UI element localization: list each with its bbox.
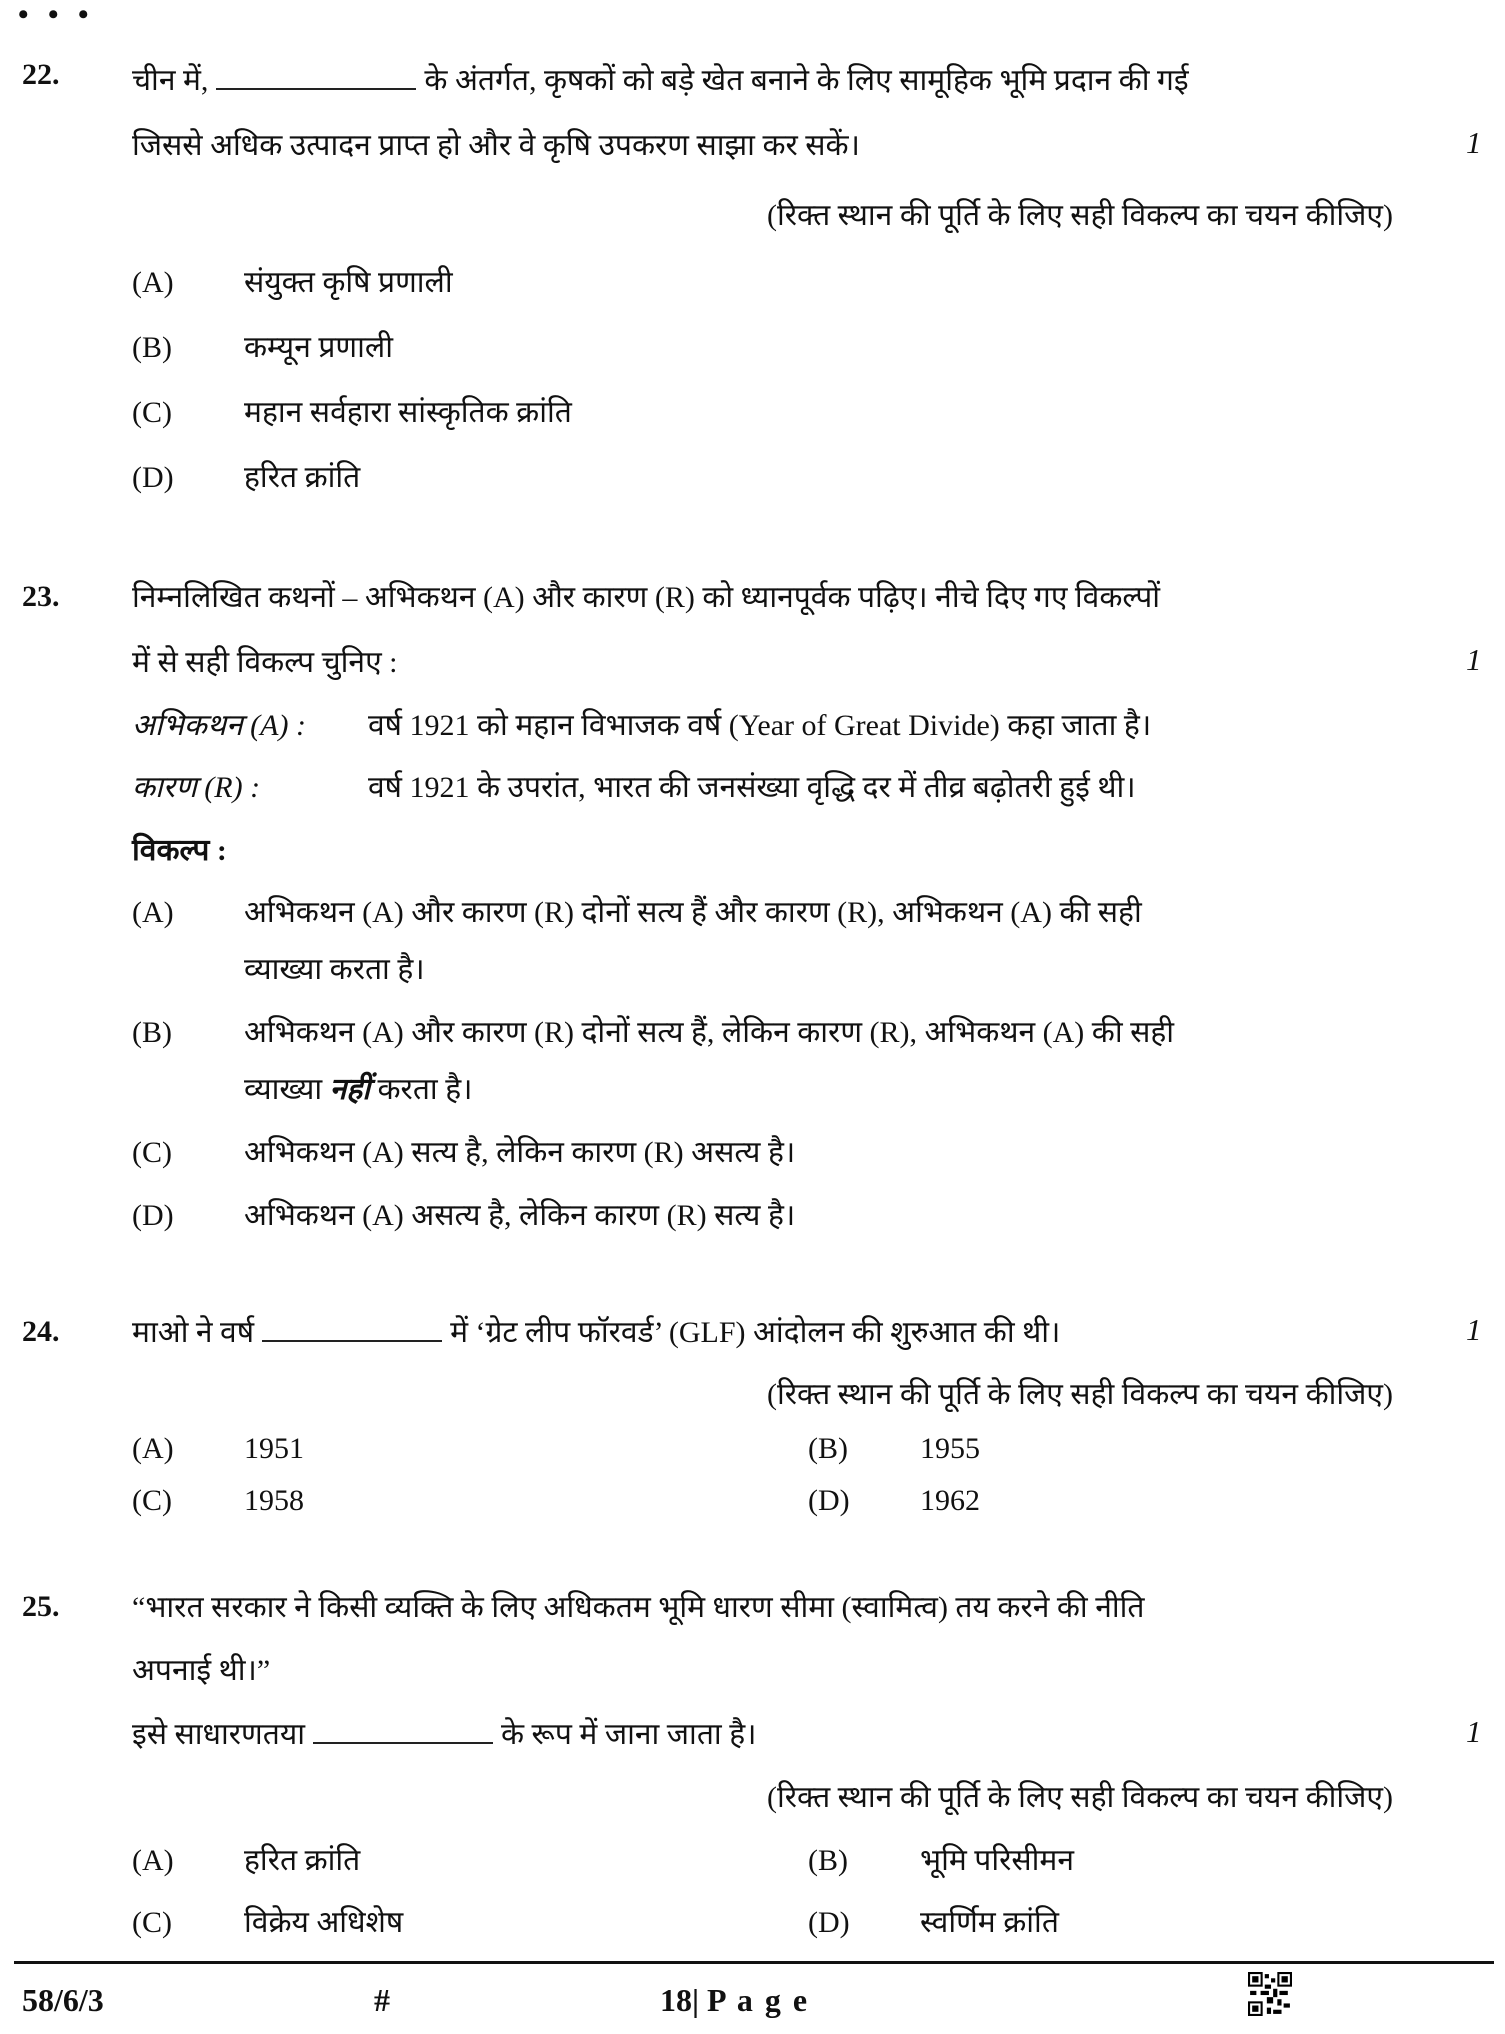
instruction-hint: (रिक्त स्थान की पूर्ति के लिए सही विकल्प का चयन कीजिए): [766, 1378, 1393, 1411]
question-text-line2: अपनाई थी।”: [132, 1654, 271, 1687]
option-a[interactable]: (A) हरित क्रांति: [132, 1844, 361, 1877]
marks: 1: [1466, 125, 1482, 160]
fill-blank: [262, 1316, 442, 1342]
reason: कारण (R) : वर्ष 1921 के उपरांत, भारत की जनसंख्या वृद्धि दर में तीव्र बढ़ोतरी हुई थी।: [132, 771, 1136, 804]
option-c[interactable]: (C) अभिकथन (A) सत्य है, लेकिन कारण (R) असत्य है।: [132, 1136, 796, 1169]
question-text-line3: इसे साधारणतया के रूप में जाना जाता है।: [132, 1718, 757, 1751]
question-number: 24.: [22, 1315, 60, 1348]
option-d[interactable]: (D) 1962: [808, 1484, 980, 1517]
question-number: 25.: [22, 1590, 60, 1623]
question-number: 23.: [22, 580, 60, 613]
marks: 1: [1466, 1312, 1482, 1347]
fill-blank: [313, 1718, 493, 1744]
option-a[interactable]: (A) अभिकथन (A) और कारण (R) दोनों सत्य हैं और कारण (R), अभिकथन (A) की सही व्याख्या करता है।: [132, 896, 1142, 986]
option-a[interactable]: (A) संयुक्त कृषि प्रणाली: [132, 266, 453, 299]
option-d[interactable]: (D) हरित क्रांति: [132, 461, 361, 494]
marks: 1: [1466, 1714, 1482, 1749]
fill-blank: [216, 64, 416, 90]
options-heading: विकल्प :: [132, 834, 227, 867]
instruction-hint: (रिक्त स्थान की पूर्ति के लिए सही विकल्प का चयन कीजिए): [766, 1781, 1393, 1814]
marks: 1: [1466, 642, 1482, 677]
paper-code: 58/6/3: [22, 1982, 104, 2018]
top-marker: • • •: [18, 0, 95, 31]
option-c[interactable]: (C) विक्रेय अधिशेष: [132, 1906, 404, 1939]
option-c[interactable]: (C) 1958: [132, 1484, 304, 1517]
option-d[interactable]: (D) अभिकथन (A) असत्य है, लेकिन कारण (R) सत्य है।: [132, 1199, 796, 1232]
question-text-line1: निम्नलिखित कथनों – अभिकथन (A) और कारण (R) को ध्यानपूर्वक पढ़िए। नीचे दिए गए विकल्पों: [132, 581, 1161, 614]
question-text-line1: माओ ने वर्ष में ‘ग्रेट लीप फॉरवर्ड’ (GLF) आंदोलन की शुरुआत की थी।: [132, 1316, 1061, 1349]
qr-code-icon: [1248, 1972, 1292, 2016]
instruction-hint: (रिक्त स्थान की पूर्ति के लिए सही विकल्प का चयन कीजिए): [766, 199, 1393, 232]
option-d[interactable]: (D) स्वर्णिम क्रांति: [808, 1906, 1059, 1939]
question-text-line1: “भारत सरकार ने किसी व्यक्ति के लिए अधिकतम भूमि धारण सीमा (स्वामित्व) तय करने की नीति: [132, 1591, 1145, 1624]
footer-divider: [14, 1961, 1494, 1964]
question-text-line2: में से सही विकल्प चुनिए :: [132, 646, 398, 679]
option-b[interactable]: (B) 1955: [808, 1432, 980, 1465]
option-b[interactable]: (B) अभिकथन (A) और कारण (R) दोनों सत्य हैं, लेकिन कारण (R), अभिकथन (A) की सही व्याख्या नहीं करता है।: [132, 1016, 1175, 1106]
option-b[interactable]: (B) कम्यून प्रणाली: [132, 331, 393, 364]
page-number: 18| P a g e: [660, 1982, 810, 2018]
question-text-line1: चीन में, के अंतर्गत, कृषकों को बड़े खेत बनाने के लिए सामूहिक भूमि प्रदान की गई: [132, 64, 1189, 97]
question-number: 22.: [22, 58, 60, 91]
question-text-line2: जिससे अधिक उत्पादन प्राप्त हो और वे कृषि उपकरण साझा कर सकें।: [132, 129, 860, 162]
assertion: अभिकथन (A) : वर्ष 1921 को महान विभाजक वर्ष (Year of Great Divide) कहा जाता है।: [132, 709, 1152, 742]
option-b[interactable]: (B) भूमि परिसीमन: [808, 1844, 1075, 1877]
option-c[interactable]: (C) महान सर्वहारा सांस्कृतिक क्रांति: [132, 396, 572, 429]
option-a[interactable]: (A) 1951: [132, 1432, 304, 1465]
hash-mark: #: [374, 1982, 390, 2018]
